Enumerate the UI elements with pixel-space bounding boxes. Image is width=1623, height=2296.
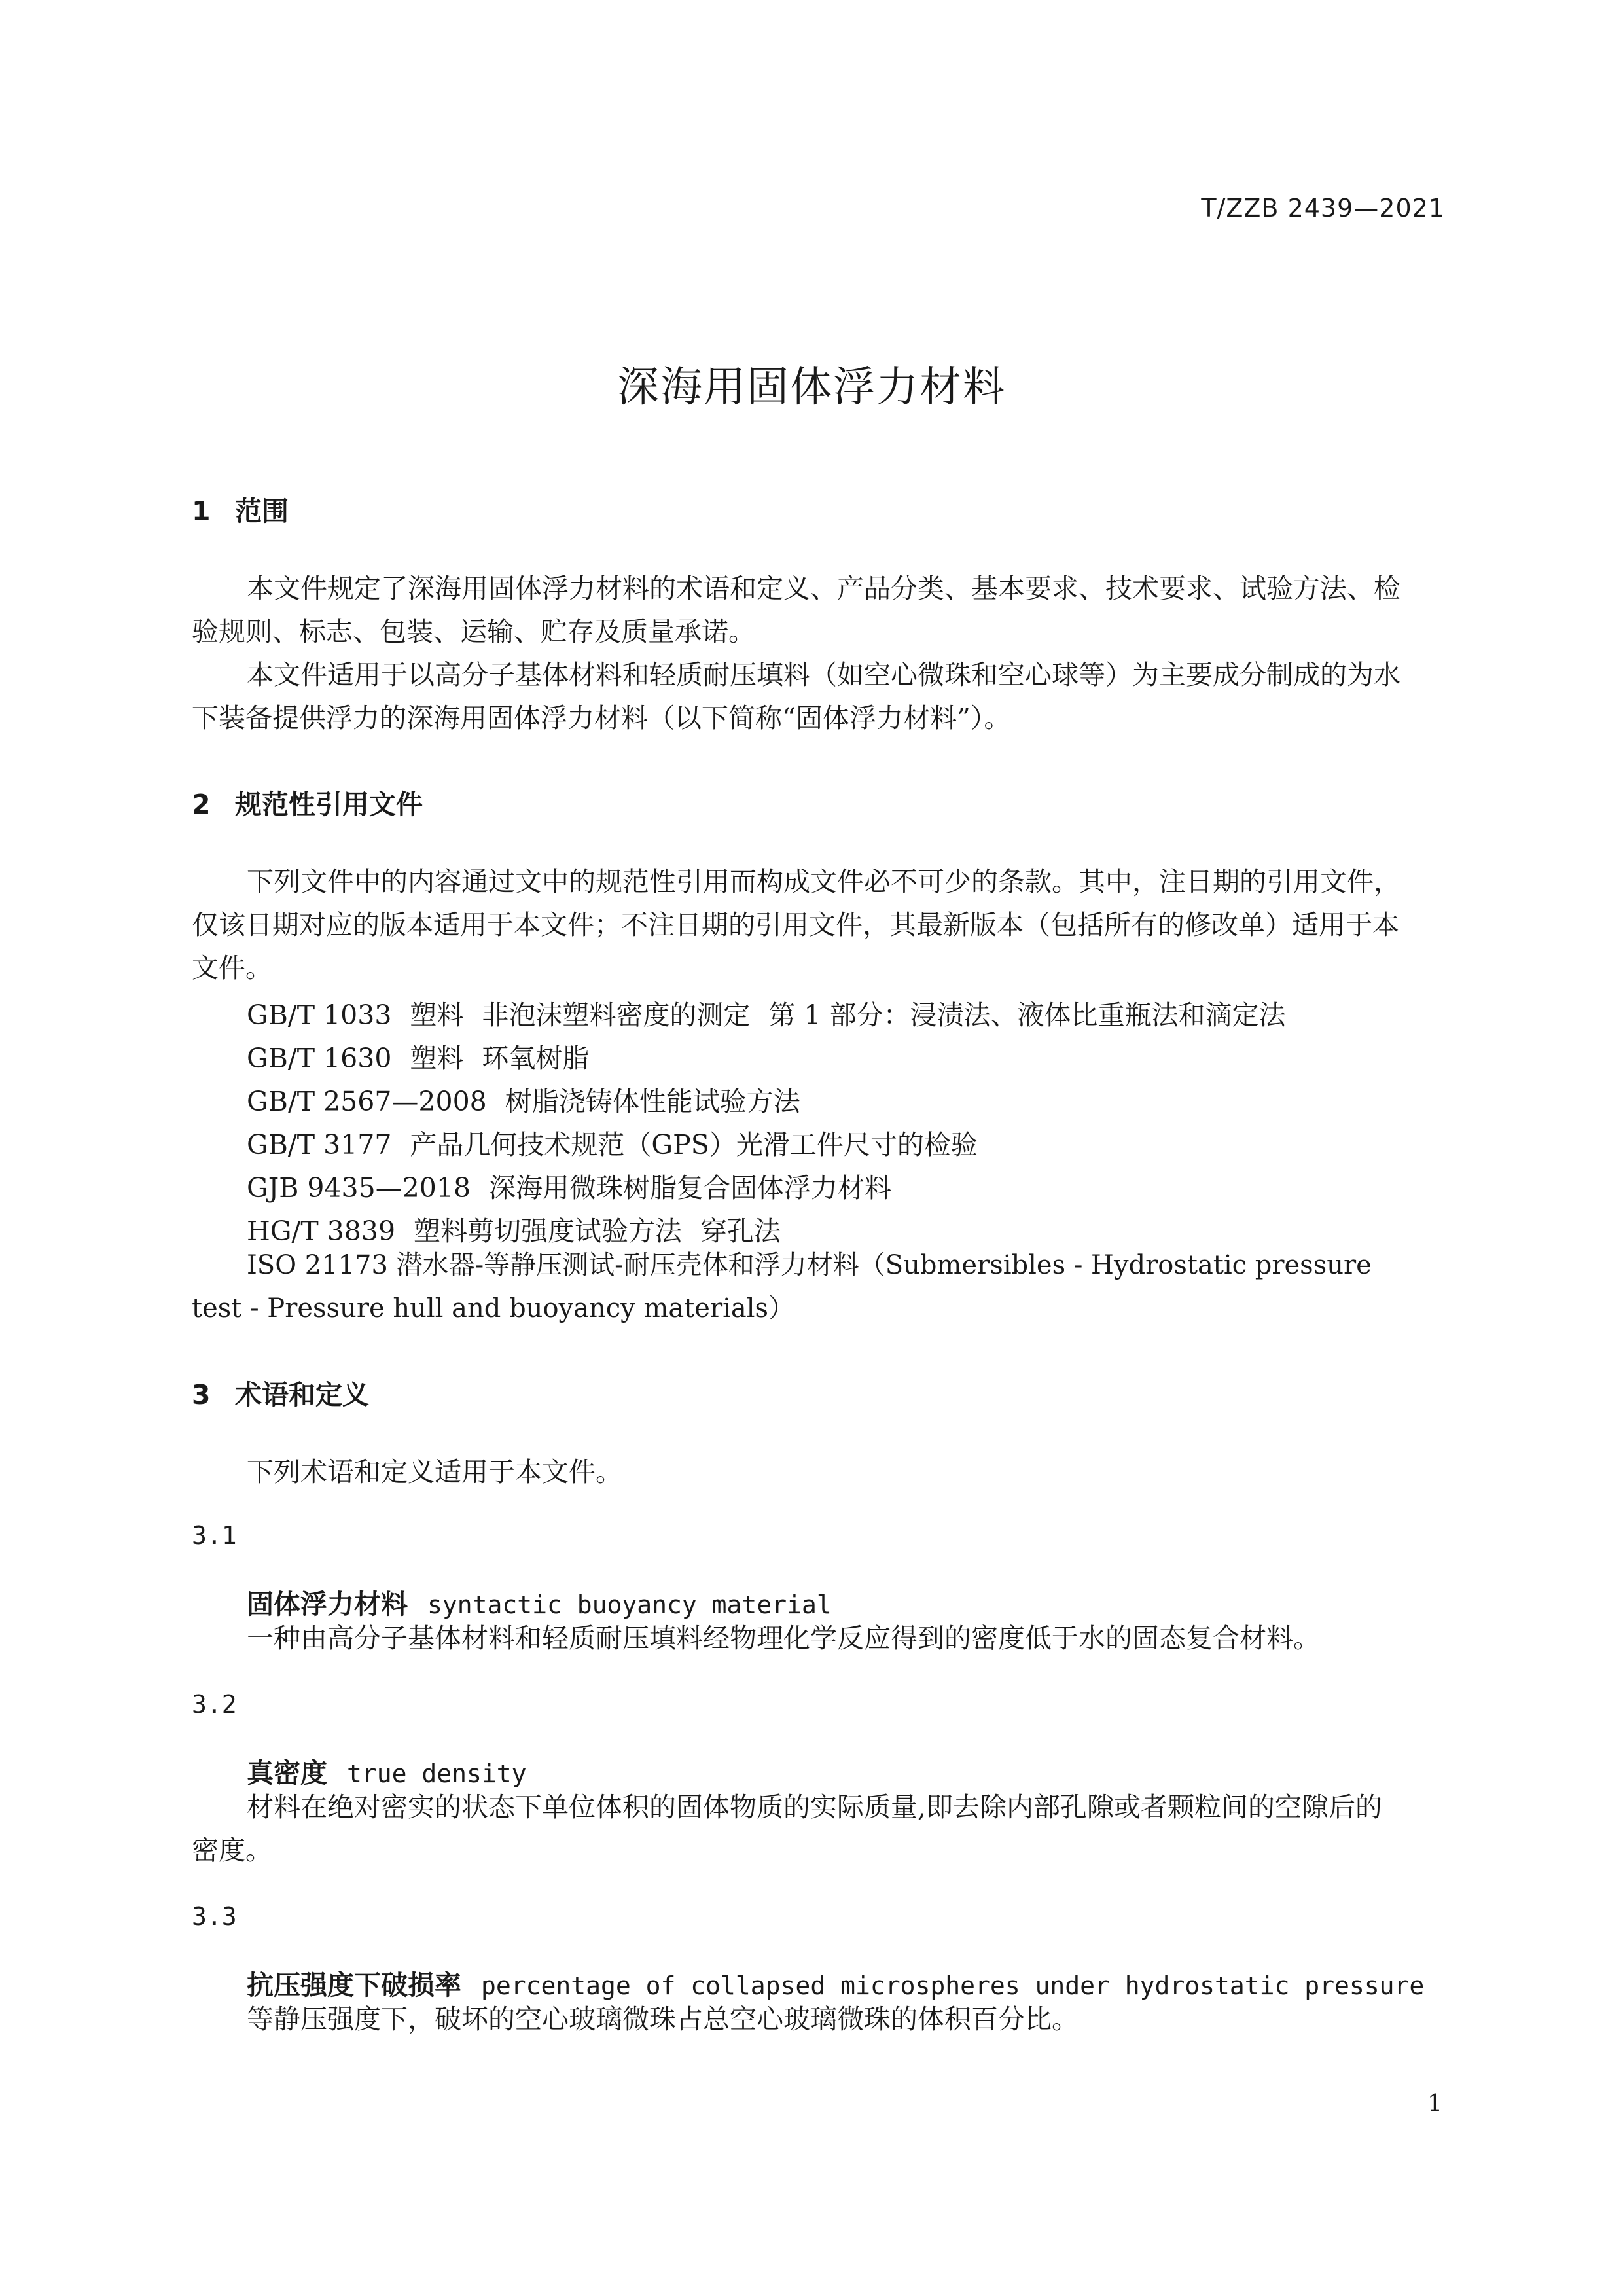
- text-line: 一种由高分子基体材料和轻质耐压填料经物理化学反应得到的密度低于水的固态复合材料。: [247, 1623, 1320, 1654]
- text-line: 下装备提供浮力的深海用固体浮力材料（以下简称“固体浮力材料”）。: [192, 702, 1011, 734]
- section-title: 范围: [235, 495, 289, 527]
- text-line: 仅该日期对应的版本适用于本文件；不注日期的引用文件，其最新版本（包括所有的修改单）适用于本: [192, 909, 1399, 941]
- clause-number: 3.3: [192, 1902, 237, 1931]
- text-line: 本文件规定了深海用固体浮力材料的术语和定义、产品分类、基本要求、技术要求、试验方法、检: [247, 573, 1400, 604]
- reference-code: HG/T 3839: [247, 1215, 396, 1247]
- text-line: 等静压强度下，破坏的空心玻璃微珠占总空心玻璃微珠的体积百分比。: [247, 2003, 1079, 2035]
- reference-code: GJB 9435—2018: [247, 1172, 471, 1204]
- section-3-heading: [192, 1373, 369, 1412]
- clause-number: 3.2: [192, 1690, 237, 1719]
- document-number: T/ZZB 2439—2021: [1201, 194, 1445, 223]
- reference-title-part: 塑料剪切强度试验方法: [414, 1215, 683, 1247]
- clause-number: 3.1: [192, 1521, 237, 1550]
- reference-title-part: 穿孔法: [700, 1215, 781, 1247]
- text-line: 本文件适用于以高分子基体材料和轻质耐压填料（如空心微珠和空心球等）为主要成分制成的为水: [247, 659, 1400, 691]
- reference-code: GB/T 3177: [247, 1129, 392, 1160]
- section-2-heading: [192, 783, 423, 821]
- reference-item: [247, 994, 1286, 1032]
- reference-item: [247, 1123, 978, 1162]
- section-title: 术语和定义: [235, 1379, 369, 1410]
- section-number: 3: [192, 1379, 211, 1410]
- text-line: 材料在绝对密实的状态下单位体积的固体物质的实际质量,即去除内部孔隙或者颗粒间的空隙后的: [247, 1791, 1383, 1823]
- text-line: 下列术语和定义适用于本文件。: [247, 1456, 622, 1488]
- term-entry: [247, 1964, 1424, 2002]
- term-definition: [192, 1785, 1455, 1872]
- term-entry: [247, 1751, 527, 1790]
- scope-paragraph-1: [192, 567, 1455, 653]
- reference-item: [247, 1080, 800, 1119]
- reference-item: [247, 1166, 891, 1205]
- reference-title-part: 产品几何技术规范（GPS）光滑工件尺寸的检验: [410, 1129, 978, 1160]
- section-1-heading: [192, 490, 289, 528]
- document-title: 深海用固体浮力材料: [617, 363, 1006, 412]
- section-number: 2: [192, 789, 211, 820]
- text-line: test - Pressure hull and buoyancy materials）: [192, 1293, 795, 1323]
- reference-title-part: 环氧树脂: [482, 1043, 590, 1074]
- reference-title-part: 深海用微珠树脂复合固体浮力材料: [489, 1172, 892, 1204]
- term-english: percentage of collapsed microspheres under hydrostatic pressure: [481, 1971, 1425, 2000]
- terms-intro: [192, 1450, 1455, 1494]
- scope-paragraph-2: [192, 653, 1455, 740]
- term-english: syntactic buoyancy material: [427, 1590, 832, 1619]
- text-line: ISO 21173 潜水器-等静压测试-耐压壳体和浮力材料（Submersibles - Hydrostatic pressure: [247, 1250, 1372, 1280]
- reference-code: GB/T 1630: [247, 1043, 392, 1074]
- term-english: true density: [347, 1759, 527, 1788]
- reference-title-part: 非泡沫塑料密度的测定: [482, 999, 751, 1031]
- reference-item: [247, 1210, 781, 1248]
- section-number: 1: [192, 495, 211, 527]
- term-definition: [192, 1617, 1455, 1660]
- text-line: 文件。: [192, 952, 272, 984]
- reference-title-part: 树脂浇铸体性能试验方法: [505, 1086, 800, 1117]
- normative-intro: [192, 860, 1455, 990]
- text-line: 验规则、标志、包装、运输、贮存及质量承诺。: [192, 616, 755, 647]
- section-title: 规范性引用文件: [235, 789, 423, 820]
- reference-item: [247, 1037, 589, 1075]
- term-entry: [247, 1583, 832, 1621]
- reference-title-part: 第 1 部分：浸渍法、液体比重瓶法和滴定法: [768, 999, 1286, 1031]
- text-line: 下列文件中的内容通过文中的规范性引用而构成文件必不可少的条款。其中，注日期的引用文件，: [247, 866, 1400, 897]
- text-line: 密度。: [192, 1835, 272, 1866]
- reference-code: GB/T 1033: [247, 999, 392, 1031]
- reference-item-iso: [192, 1244, 1455, 1330]
- term-definition: [192, 1998, 1455, 2041]
- reference-title-part: 塑料: [410, 999, 464, 1031]
- reference-title-part: 塑料: [410, 1043, 464, 1074]
- term-chinese: 真密度: [247, 1757, 327, 1789]
- reference-code: GB/T 2567—2008: [247, 1086, 487, 1117]
- term-chinese: 抗压强度下破损率: [247, 1969, 461, 2001]
- term-chinese: 固体浮力材料: [247, 1588, 408, 1620]
- page-number: 1: [1427, 2090, 1442, 2117]
